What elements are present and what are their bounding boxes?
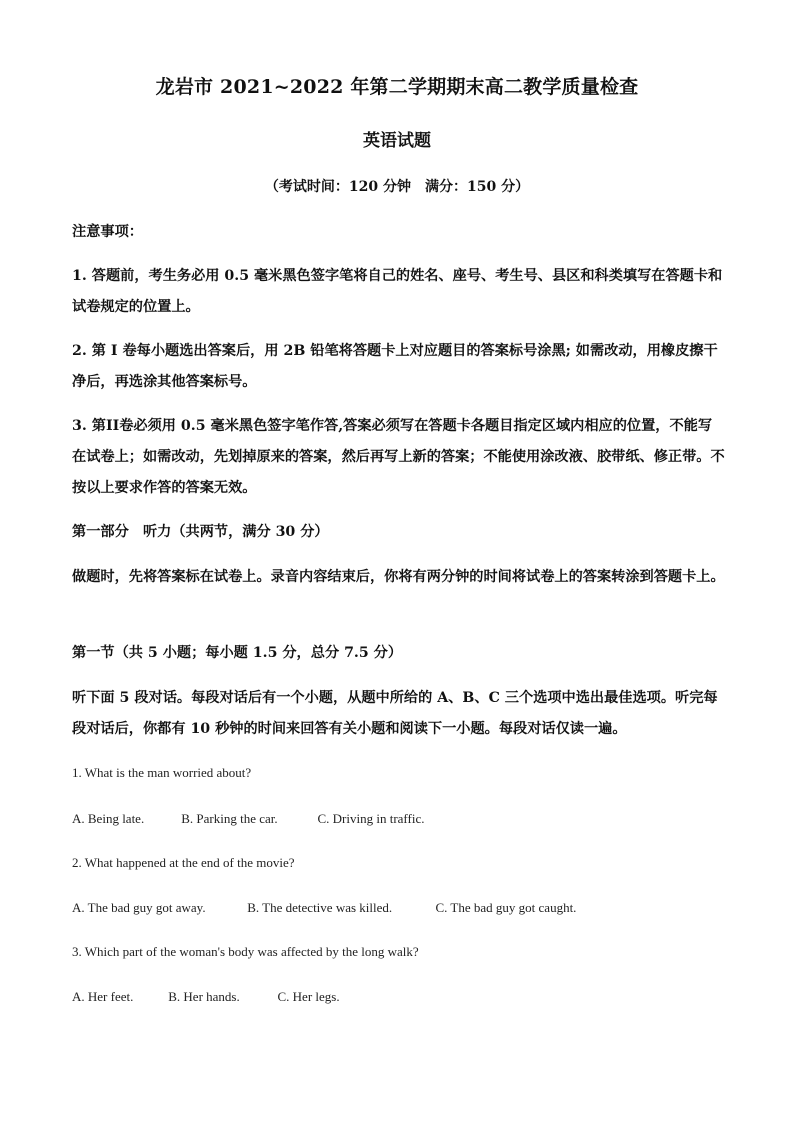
note-item-1: 1. 答题前，考生务必用 0.5 毫米黑色签字笔将自己的姓名、座号、考生号、县区和科类填写在答题卡和试卷规定的位置上。 [72, 268, 723, 315]
option-a: A. The bad guy got away. [72, 900, 206, 915]
option-b: B. The detective was killed. [247, 900, 393, 915]
option-c: C. Driving in traffic. [317, 811, 425, 826]
notes-heading: 注意事项： [72, 224, 143, 240]
option-c: C. Her legs. [277, 989, 340, 1004]
question-2: 2. What happened at the end of the movie? [72, 855, 295, 870]
question-1: 1. What is the man worried about? [72, 765, 252, 780]
question-3-options [72, 989, 340, 1005]
option-b: B. Parking the car. [181, 811, 278, 826]
exam-subtitle: 英语试题 [363, 131, 431, 151]
note-item-3: 3. 第II卷必须用 0.5 毫米黑色签字笔作答,答案必须写在答题卡各题目指定区域内相应的位置，不能写在试卷上；如需改动，先划掉原来的答案，然后再写上新的答案；不能使用涂改液、胶带纸、修正带。不按以上要求作答的答案无效。 [72, 418, 725, 496]
question-1-options [72, 811, 425, 827]
question-2-options [72, 900, 576, 916]
part1-instruction: 做题时，先将答案标在试卷上。录音内容结束后，你将有两分钟的时间将试卷上的答案转涂到答题卡上。 [72, 569, 725, 585]
option-b: B. Her hands. [168, 989, 240, 1004]
exam-meta: （考试时间：120 分钟 满分：150 分） [264, 179, 530, 195]
part1-heading: 第一部分 听力（共两节，满分 30 分） [72, 524, 329, 540]
section1-heading: 第一节（共 5 小题；每小题 1.5 分，总分 7.5 分） [72, 645, 403, 661]
question-3: 3. Which part of the woman's body was affected by the long walk? [72, 944, 419, 959]
option-a: A. Her feet. [72, 989, 134, 1004]
section1-instruction: 听下面 5 段对话。每段对话后有一个小题，从题中所给的 A、B、C 三个选项中选出最佳选项。听完每段对话后，你都有 10 秒钟的时间来回答有关小题和阅读下一小题。每段对话仅读一遍。 [72, 690, 718, 737]
note-item-2: 2. 第 I 卷每小题选出答案后，用 2B 铅笔将答题卡上对应题目的答案标号涂黑; 如需改动，用橡皮擦干净后，再选涂其他答案标号。 [72, 343, 718, 390]
option-c: C. The bad guy got caught. [435, 900, 577, 915]
exam-title: 龙岩市 2021~2022 年第二学期期末高二教学质量检查 [155, 76, 639, 98]
option-a: A. Being late. [72, 811, 145, 826]
